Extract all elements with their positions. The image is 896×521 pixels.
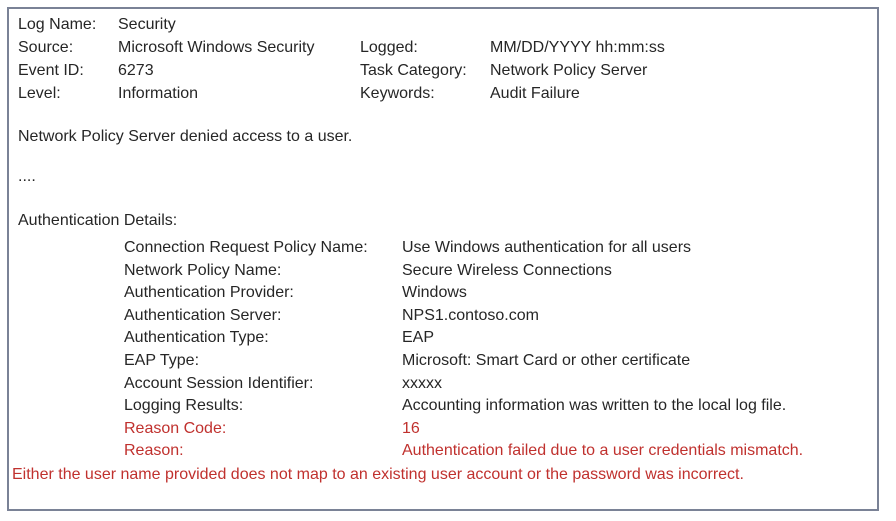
detail-label-reason-code: Reason Code: bbox=[124, 419, 227, 437]
detail-label-auth-server: Authentication Server: bbox=[124, 306, 282, 324]
auth-detail-row bbox=[18, 305, 871, 328]
log-field-row bbox=[18, 82, 871, 105]
auth-detail-row bbox=[18, 237, 871, 260]
detail-value-auth-server: NPS1.contoso.com bbox=[402, 306, 539, 324]
auth-detail-row bbox=[18, 282, 871, 305]
field-value-task-category: Network Policy Server bbox=[490, 62, 648, 79]
event-description: Network Policy Server denied access to a user. bbox=[18, 128, 353, 145]
detail-value-connection-request-policy: Use Windows authentication for all users bbox=[402, 239, 692, 256]
detail-label-network-policy: Network Policy Name: bbox=[124, 261, 282, 279]
detail-label-auth-type: Authentication Type: bbox=[124, 329, 269, 347]
field-label-event-id: Event ID: bbox=[18, 62, 84, 79]
field-label-blank bbox=[360, 13, 490, 36]
field-label-logged: Logged: bbox=[360, 39, 418, 56]
auth-detail-row bbox=[18, 395, 871, 418]
auth-detail-row bbox=[18, 373, 871, 396]
detail-value-reason-code: 16 bbox=[402, 419, 420, 437]
ellipsis-text: .... bbox=[18, 168, 36, 185]
field-value-level: Information bbox=[118, 85, 199, 102]
auth-detail-row-reason bbox=[18, 440, 871, 463]
reason-explanation-text: Either the user name provided does not map to an existing user account or the password was incorrect. bbox=[12, 466, 744, 483]
detail-label-logging-results: Logging Results: bbox=[124, 397, 244, 415]
event-log-header bbox=[18, 13, 871, 105]
field-value-logged: MM/DD/YYYY hh:mm:ss bbox=[490, 39, 665, 56]
auth-detail-row-reason-code bbox=[18, 418, 871, 441]
detail-value-logging-results: Accounting information was written to the local log file. bbox=[402, 397, 787, 415]
auth-details-list bbox=[18, 237, 871, 463]
detail-value-account-session-id: xxxxx bbox=[402, 374, 442, 392]
detail-value-auth-provider: Windows bbox=[402, 284, 467, 302]
event-log-panel bbox=[7, 7, 879, 511]
log-field-row bbox=[18, 36, 871, 59]
auth-detail-row bbox=[18, 350, 871, 373]
field-value-keywords: Audit Failure bbox=[490, 85, 580, 102]
field-label-keywords: Keywords: bbox=[360, 85, 435, 102]
log-field-row bbox=[18, 13, 871, 36]
field-label-task-category: Task Category: bbox=[360, 62, 467, 79]
field-value-event-id: 6273 bbox=[118, 62, 154, 79]
auth-details-title: Authentication Details: bbox=[18, 212, 178, 229]
field-value-log-name: Security bbox=[118, 16, 176, 33]
detail-label-eap-type: EAP Type: bbox=[124, 351, 200, 369]
field-label-source: Source: bbox=[18, 39, 74, 56]
detail-value-network-policy: Secure Wireless Connections bbox=[402, 261, 612, 279]
detail-value-auth-type: EAP bbox=[402, 329, 435, 347]
field-label-log-name: Log Name: bbox=[18, 16, 97, 33]
auth-detail-row bbox=[18, 260, 871, 283]
detail-value-eap-type: Microsoft: Smart Card or other certificate bbox=[402, 351, 691, 369]
field-value-source: Microsoft Windows Security bbox=[118, 39, 315, 56]
detail-value-reason: Authentication failed due to a user credentials mismatch. bbox=[402, 442, 804, 460]
detail-label-connection-request-policy: Connection Request Policy Name: bbox=[124, 239, 368, 256]
detail-label-auth-provider: Authentication Provider: bbox=[124, 284, 294, 302]
detail-label-account-session-id: Account Session Identifier: bbox=[124, 374, 314, 392]
field-label-level: Level: bbox=[18, 85, 61, 102]
field-value-blank bbox=[490, 13, 871, 36]
log-field-row bbox=[18, 59, 871, 82]
detail-label-reason: Reason: bbox=[124, 442, 184, 460]
auth-detail-row bbox=[18, 327, 871, 350]
